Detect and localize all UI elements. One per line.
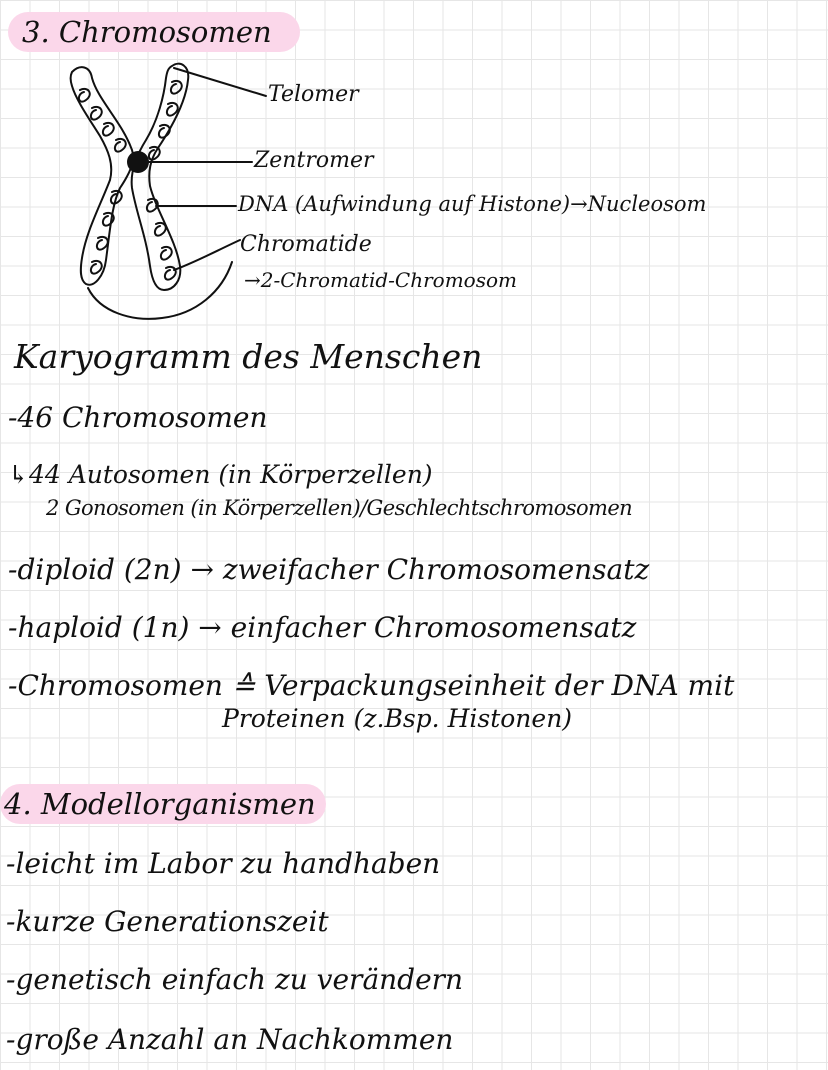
label-two-chromatid: →2-Chromatid-Chromosom — [244, 268, 517, 292]
label-zentromer: Zentromer — [254, 148, 374, 173]
list-item: -genetisch einfach zu verändern — [6, 963, 464, 996]
line-haploid: -haploid (1n) → einfacher Chromosomensatz — [8, 611, 637, 644]
list-item: -große Anzahl an Nachkommen — [6, 1023, 454, 1056]
line-chromosomen-definition: -Chromosomen ≙ Verpackungseinheit der DNA mit — [8, 669, 735, 702]
line-chromosomen-definition-cont: Proteinen (z.Bsp. Histonen) — [222, 704, 573, 733]
chromatid-loop — [88, 262, 232, 319]
line-gonosomen: 2 Gonosomen (in Körperzellen)/Geschlechtschromosomen — [46, 496, 633, 520]
section-4-heading: 4. Modellorganismen — [4, 787, 316, 821]
line-46-chromosomen: -46 Chromosomen — [8, 401, 268, 434]
label-chromatide: Chromatide — [240, 232, 372, 257]
karyogramm-heading: Karyogramm des Menschen — [14, 337, 483, 376]
section-3-heading: 3. Chromosomen — [22, 15, 272, 49]
label-dna: DNA (Aufwindung auf Histone)→Nucleosom — [238, 192, 707, 216]
line-diploid: -diploid (2n) → zweifacher Chromosomensatz — [8, 553, 650, 586]
label-telomer: Telomer — [268, 82, 359, 107]
line-autosomen: ↳44 Autosomen (in Körperzellen) — [8, 460, 433, 489]
list-item: -leicht im Labor zu handhaben — [6, 847, 441, 880]
centromere-dot — [127, 151, 149, 173]
list-item: -kurze Generationszeit — [6, 905, 329, 938]
